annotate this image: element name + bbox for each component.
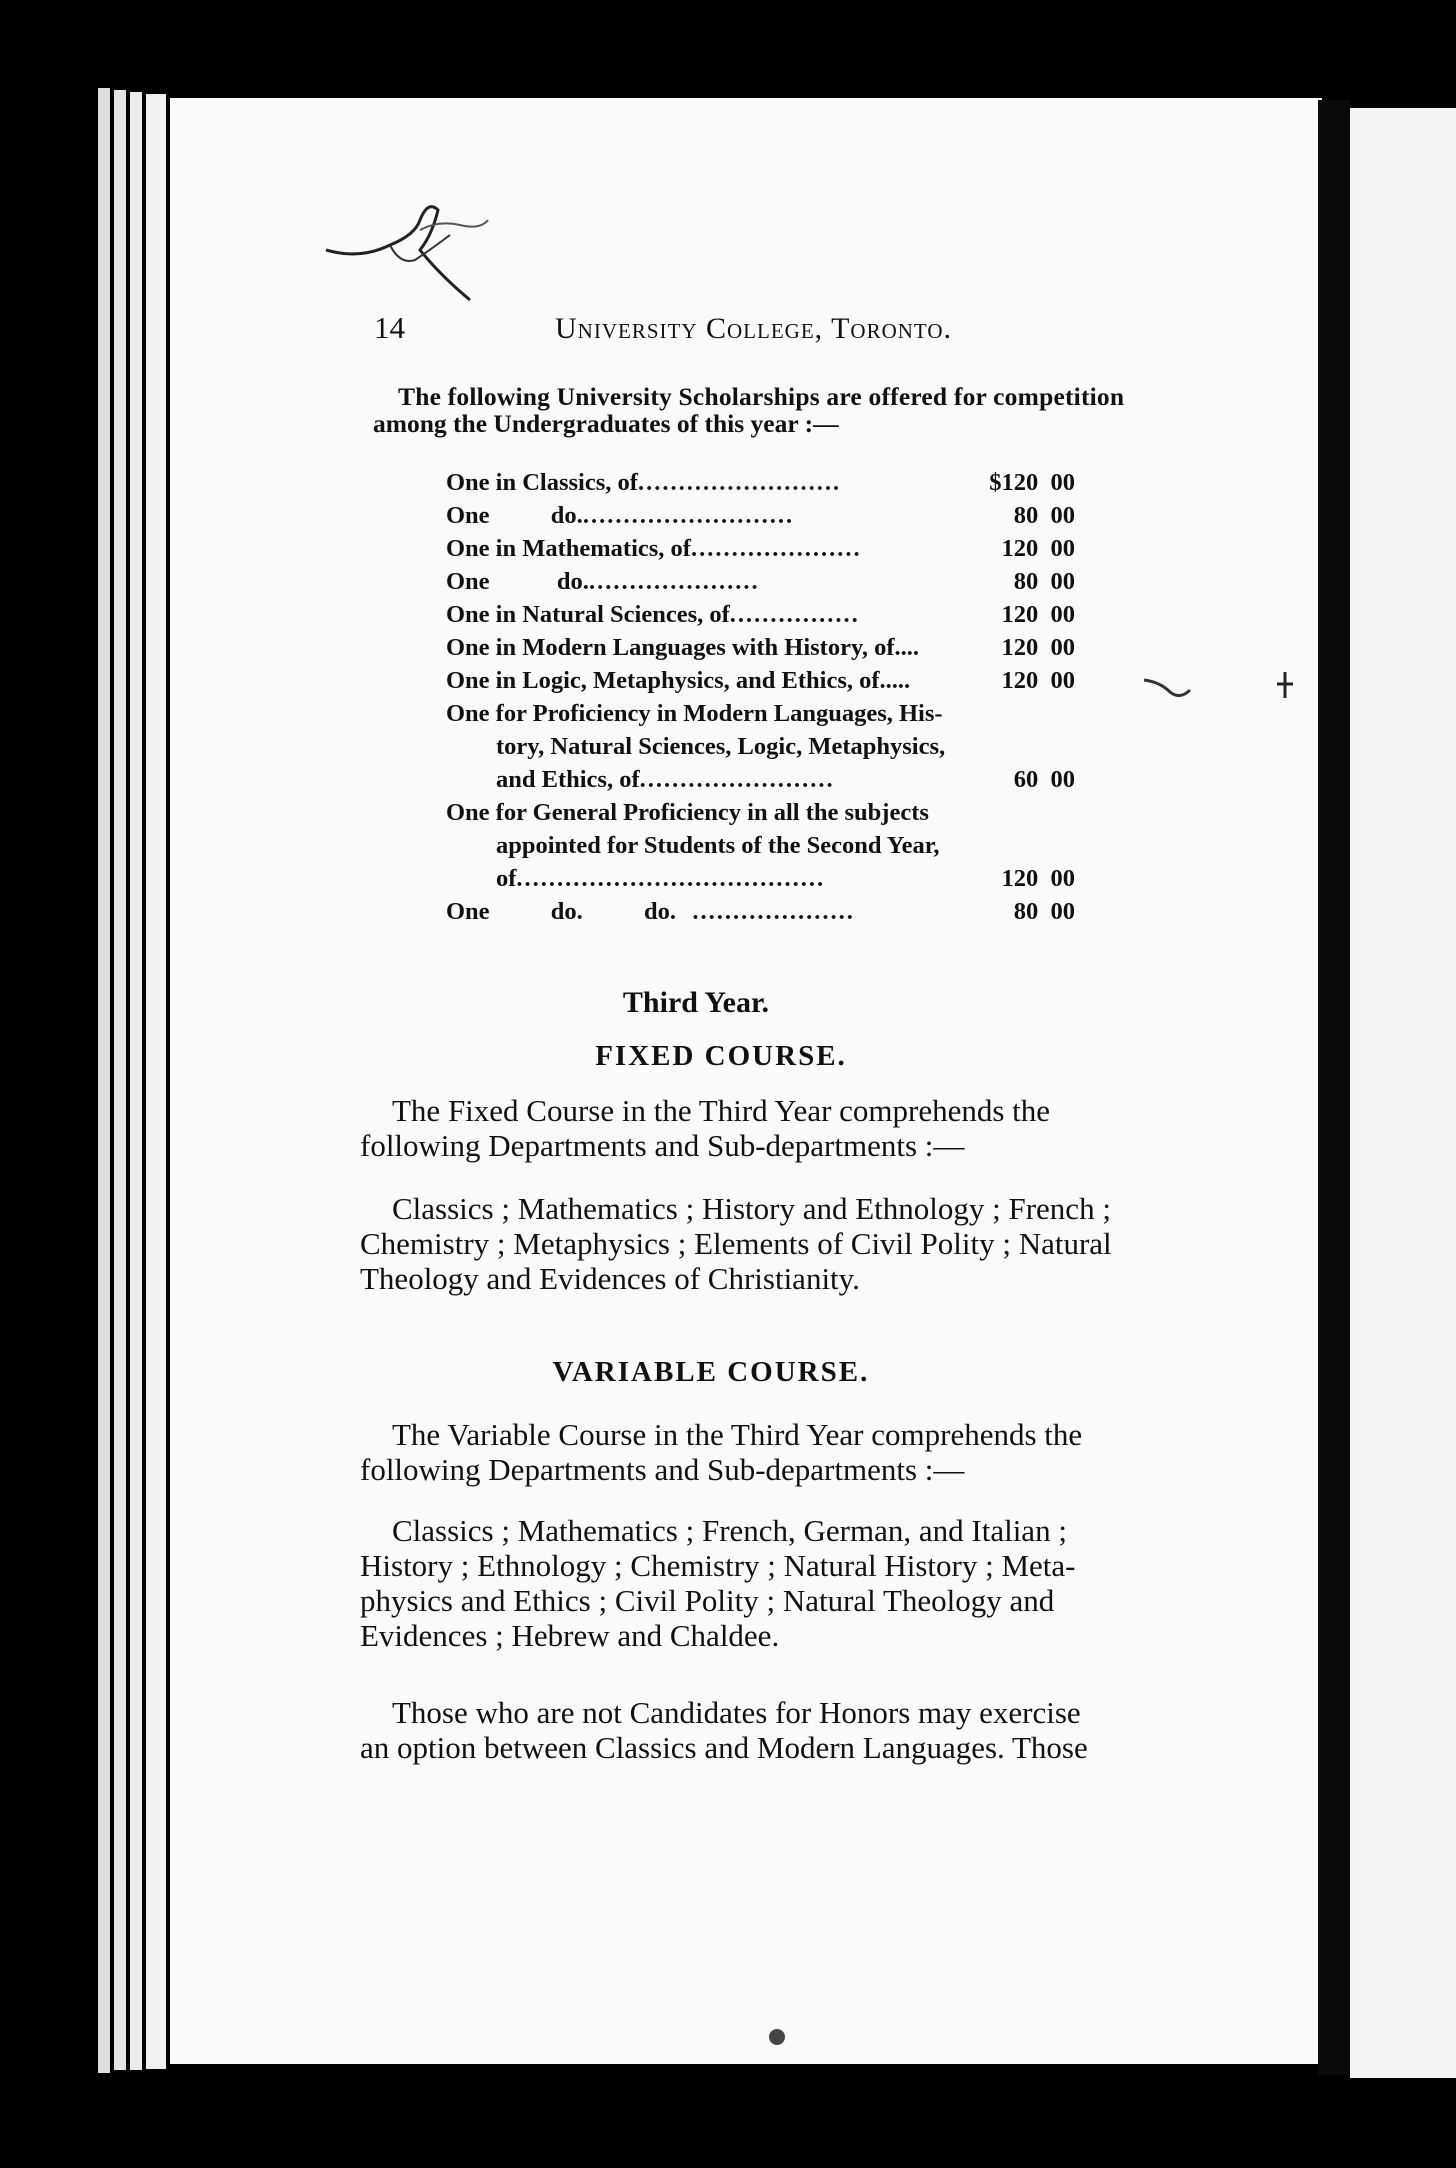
scholarship-text	[446, 598, 860, 631]
scholarship-label: One in Mathematics, of	[446, 535, 691, 562]
page-number: 14	[374, 310, 405, 345]
ribbon-bookmark-icon	[320, 190, 500, 320]
paragraph-line: physics and Ethics ; Civil Polity ; Natural Theology and	[360, 1583, 1055, 1618]
scholarship-amount: 120 00	[1001, 865, 1075, 892]
ink-speck-icon	[765, 2025, 789, 2049]
scholarship-amount: 80 00	[1013, 898, 1075, 925]
scholarship-amount: 120 00	[1001, 634, 1075, 661]
scholarship-row	[446, 697, 1086, 730]
variable-course-heading: VARIABLE COURSE.	[552, 1356, 870, 1388]
paragraph-line: Those who are not Candidates for Honors may exercise	[392, 1695, 1081, 1730]
scholarship-text	[446, 664, 910, 697]
paragraph-line: Theology and Evidences of Christianity.	[360, 1261, 860, 1296]
leader-dots: .....................	[690, 535, 862, 562]
scholarship-row	[446, 532, 1086, 565]
scholarship-row	[446, 598, 1086, 631]
leader-dots: .........................	[637, 469, 842, 496]
scholarship-label: tory, Natural Sciences, Logic, Metaphysics,	[496, 733, 946, 760]
scholarship-row	[446, 631, 1086, 664]
scholarship-text	[496, 862, 825, 895]
leader-dots: ..........................	[582, 502, 795, 529]
scholarship-amount: 80 00	[1013, 568, 1075, 595]
scholarship-amount: 120 00	[1001, 535, 1075, 562]
scholarship-label: appointed for Students of the Second Year,	[496, 832, 940, 859]
scholarship-list	[446, 466, 1086, 928]
paragraph-line: Classics ; Mathematics ; History and Ethnology ; French ;	[392, 1191, 1111, 1226]
scholarship-text	[446, 895, 855, 928]
scholarship-amount: $120 00	[989, 469, 1075, 496]
paragraph-line: The Fixed Course in the Third Year comprehends the	[392, 1093, 1051, 1128]
scholarship-text	[446, 466, 841, 499]
scholarship-text	[446, 697, 943, 730]
facing-page-edge	[1350, 108, 1456, 2078]
page-edge	[130, 92, 142, 2070]
scholarship-label: and Ethics, of	[496, 766, 640, 793]
scholarship-text	[496, 829, 940, 862]
scholarship-label: One for General Proficiency in all the subjects	[446, 799, 929, 826]
scholarship-label: of	[496, 865, 517, 892]
scholarship-label: One in Logic, Metaphysics, and Ethics, of.....	[446, 667, 911, 694]
scholarship-label: One in Natural Sciences, of	[446, 601, 730, 628]
section-heading-third-year: Third Year.	[622, 986, 770, 1019]
scholarship-text	[446, 499, 794, 532]
book-gutter	[1318, 100, 1350, 2075]
paragraph-line: History ; Ethnology ; Chemistry ; Natural History ; Meta-	[360, 1548, 1076, 1583]
running-title: University College, Toronto.	[555, 312, 953, 345]
fixed-course-heading: FIXED COURSE.	[595, 1040, 847, 1072]
honors-option-paragraph	[360, 1695, 1145, 1765]
page-edge	[114, 90, 126, 2070]
page-edge	[98, 88, 110, 2073]
paragraph-line: following Departments and Sub-departments :—	[360, 1452, 965, 1487]
scholarship-row	[446, 763, 1086, 796]
scholarship-text	[446, 565, 760, 598]
paragraph-line: following Departments and Sub-departments :—	[360, 1128, 965, 1163]
scholarship-label: One in Modern Languages with History, of....	[446, 634, 920, 661]
scholarship-text	[446, 796, 929, 829]
paragraph-line: Classics ; Mathematics ; French, German, and Italian ;	[392, 1513, 1067, 1548]
leader-dots: ................	[729, 601, 860, 628]
scholarship-amount: 60 00	[1013, 766, 1075, 793]
scholarship-row	[446, 796, 1086, 829]
fixed-course-intro	[360, 1093, 1145, 1163]
scholarship-amount: 120 00	[1001, 601, 1075, 628]
page-edge	[146, 94, 166, 2069]
ink-blot-icon	[1140, 670, 1200, 710]
variable-course-intro	[360, 1417, 1145, 1487]
scholarship-row	[446, 499, 1086, 532]
scholarship-amount: 80 00	[1013, 502, 1075, 529]
scholarship-label: One for Proficiency in Modern Languages, His-	[446, 700, 943, 727]
scholarship-label: One do.	[446, 502, 583, 529]
leader-dots: ........................	[639, 766, 835, 793]
leader-dots: .....................	[588, 568, 760, 595]
scholarship-row	[446, 730, 1086, 763]
scholarship-row	[446, 895, 1086, 928]
paragraph-line: Evidences ; Hebrew and Chaldee.	[360, 1618, 780, 1653]
leader-dots: ......................................	[516, 865, 826, 892]
scholarship-row	[446, 466, 1086, 499]
scholarship-row	[446, 862, 1086, 895]
scholarship-row	[446, 664, 1086, 697]
scholarship-row	[446, 829, 1086, 862]
scholarship-label: One do.	[446, 568, 589, 595]
scholarship-amount: 120 00	[1001, 667, 1075, 694]
intro-line: among the Undergraduates of this year :—	[373, 409, 839, 438]
scholarship-text	[496, 763, 835, 796]
scholarship-text	[496, 730, 945, 763]
scholarship-label: One do. do.	[446, 898, 677, 925]
ink-mark-icon	[1275, 670, 1295, 700]
variable-course-subjects	[360, 1513, 1145, 1653]
paragraph-line: The Variable Course in the Third Year comprehends the	[392, 1417, 1083, 1452]
intro-paragraph	[373, 383, 1153, 437]
scholarship-text	[446, 532, 862, 565]
paragraph-line: Chemistry ; Metaphysics ; Elements of Civil Polity ; Natural	[360, 1226, 1112, 1261]
scholarship-label: One in Classics, of	[446, 469, 638, 496]
fixed-course-subjects	[360, 1191, 1145, 1296]
scholarship-row	[446, 565, 1086, 598]
intro-line: The following University Scholarships are offered for competition	[398, 382, 1125, 411]
scholarship-text	[446, 631, 919, 664]
leader-dots: ....................	[676, 898, 855, 925]
paragraph-line: an option between Classics and Modern Languages. Those	[360, 1730, 1088, 1765]
